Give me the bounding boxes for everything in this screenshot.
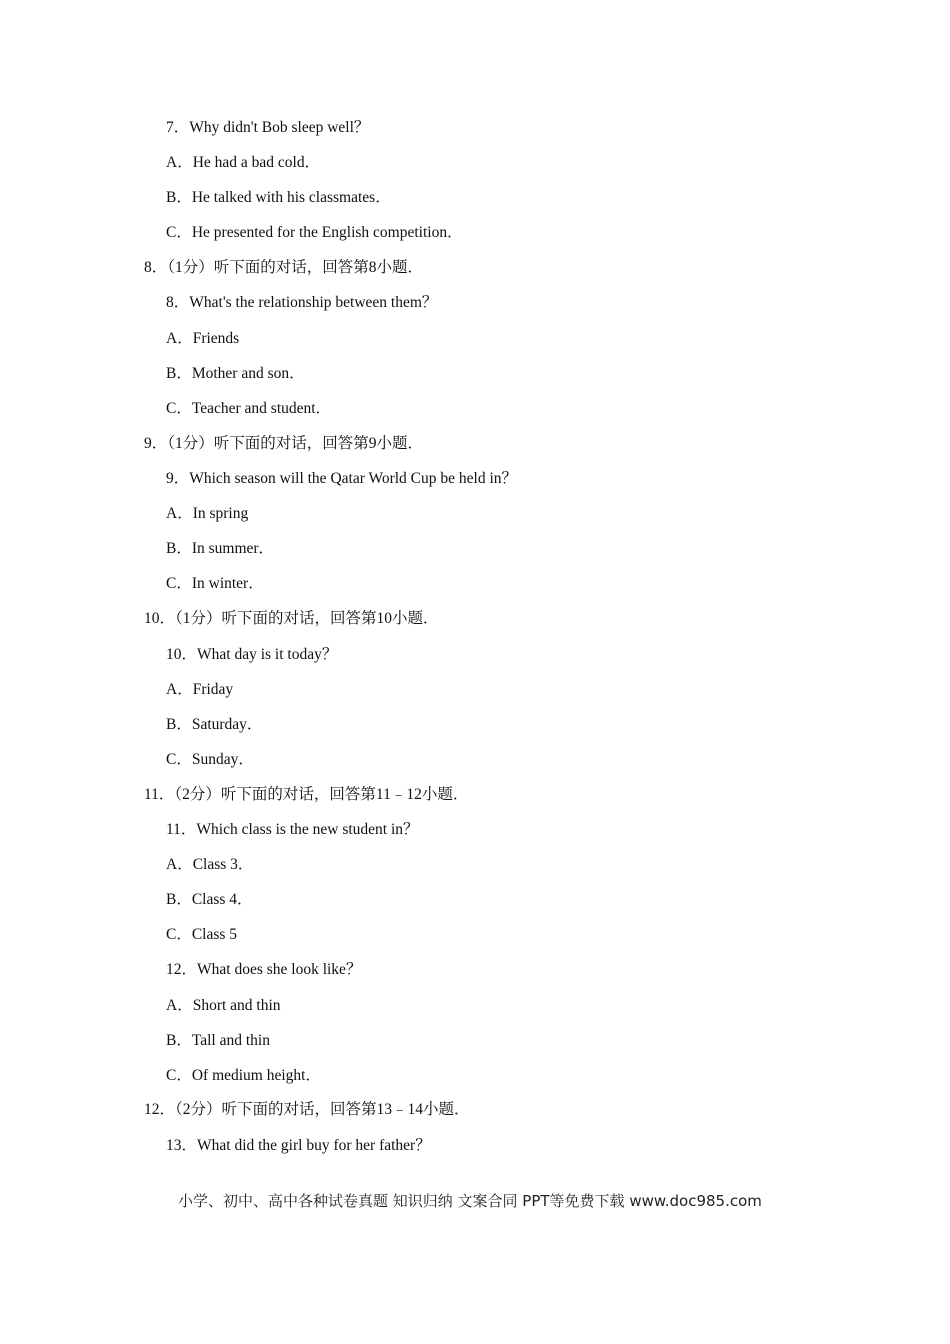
section-header: 9．（1分）听下面的对话，回答第9小题． (144, 435, 424, 452)
question-text: 13．What did the girl buy for her father？ (166, 1137, 431, 1154)
answer-option: A．He had a bad cold． (166, 154, 321, 171)
question-text: 9．Which season will the Qatar World Cup be held in？ (166, 470, 518, 487)
question-text: 11．Which class is the new student in？ (166, 821, 419, 838)
answer-option: A．Friday (166, 681, 234, 698)
answer-option: C．Teacher and student． (166, 400, 332, 417)
answer-option: B．Mother and son． (166, 365, 305, 382)
answer-option: B．Tall and thin (166, 1032, 270, 1049)
question-text: 7．Why didn't Bob sleep well？ (166, 119, 370, 136)
question-text: 12．What does she look like？ (166, 961, 362, 978)
answer-option: B．He talked with his classmates． (166, 189, 391, 206)
answer-option: B．Class 4． (166, 891, 253, 908)
answer-option: A．Friends (166, 330, 240, 347)
answer-option: B．In summer． (166, 540, 275, 557)
section-header: 12．（2分）听下面的对话，回答第13﹣14小题． (144, 1101, 470, 1118)
answer-option: A．Class 3． (166, 856, 254, 873)
answer-option: C．Class 5 (166, 926, 238, 943)
question-text: 8．What's the relationship between them？ (166, 294, 438, 311)
question-text: 10．What day is it today？ (166, 646, 338, 663)
answer-option: C．Sunday． (166, 751, 254, 768)
answer-option: C．In winter． (166, 575, 264, 592)
answer-option: A．In spring (166, 505, 249, 522)
answer-option: C．He presented for the English competition． (166, 224, 463, 241)
answer-option: A．Short and thin (166, 997, 281, 1014)
section-header: 10．（1分）听下面的对话，回答第10小题． (144, 610, 439, 627)
section-header: 11．（2分）听下面的对话，回答第11﹣12小题． (144, 786, 469, 803)
answer-option: C．Of medium height． (166, 1067, 321, 1084)
page-footer: 小学、初中、高中各种试卷真题 知识归纳 文案合同 PPT等免费下载 www.doc985.com (178, 1192, 762, 1210)
section-header: 8．（1分）听下面的对话，回答第8小题． (144, 259, 424, 276)
answer-option: B．Saturday． (166, 716, 263, 733)
